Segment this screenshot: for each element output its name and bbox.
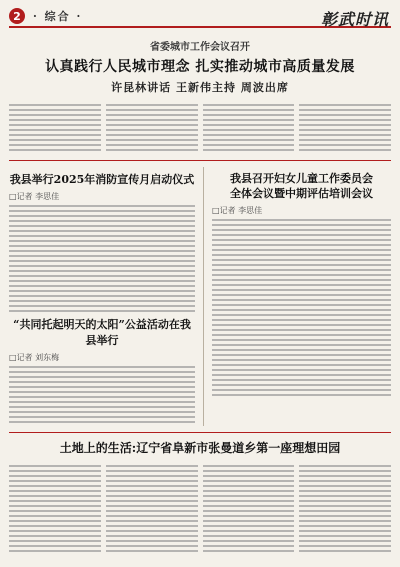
paper-name: 彰武时讯 [320,10,389,29]
lead-body-columns [9,101,391,154]
body-text-block [9,205,195,312]
body-text-block [106,101,198,154]
lead-headline: 认真践行人民城市理念 扎实推动城市高质量发展 [45,59,355,75]
middle-section [9,167,391,426]
title-line: 我县召开妇女儿童工作委员会 [230,172,373,185]
byline: □记者 刘东梅 [9,353,60,362]
body-text-block [203,462,295,555]
body-text-block [203,101,295,154]
bottom-body-columns [9,462,391,555]
left-column [9,167,195,426]
page-number: 2 [9,8,25,24]
body-text-block [106,462,198,555]
lead-article-header [9,38,391,95]
right-column [212,167,391,426]
article-title-fire: 我县举行2025年消防宣传月启动仪式 [9,173,195,186]
article-title-bottom: 土地上的生活:辽宁省阜新市张曼道乡第一座理想田园 [59,441,341,455]
lead-subhead: 许昆林讲话 王新伟主持 周波出席 [111,81,289,94]
body-text-block [9,366,195,423]
section-divider [9,432,391,433]
byline: □记者 李思佳 [9,192,60,201]
article-title-charity: “共同托起明天的太阳”公益活动在我县举行 [13,318,191,347]
body-text-block [299,462,391,555]
body-text-block [299,101,391,154]
body-text-block [212,219,391,396]
article-title-women [212,171,391,201]
lead-kicker: 省委城市工作会议召开 [150,42,250,53]
body-text-block [9,101,101,154]
column-divider [203,167,204,426]
section-divider [9,160,391,161]
byline: □记者 李思佳 [212,206,263,215]
title-line: 全体会议暨中期评估培训会议 [230,187,373,200]
section-label: · 综合 · [33,10,83,23]
masthead [9,6,391,28]
body-text-block [9,462,101,555]
